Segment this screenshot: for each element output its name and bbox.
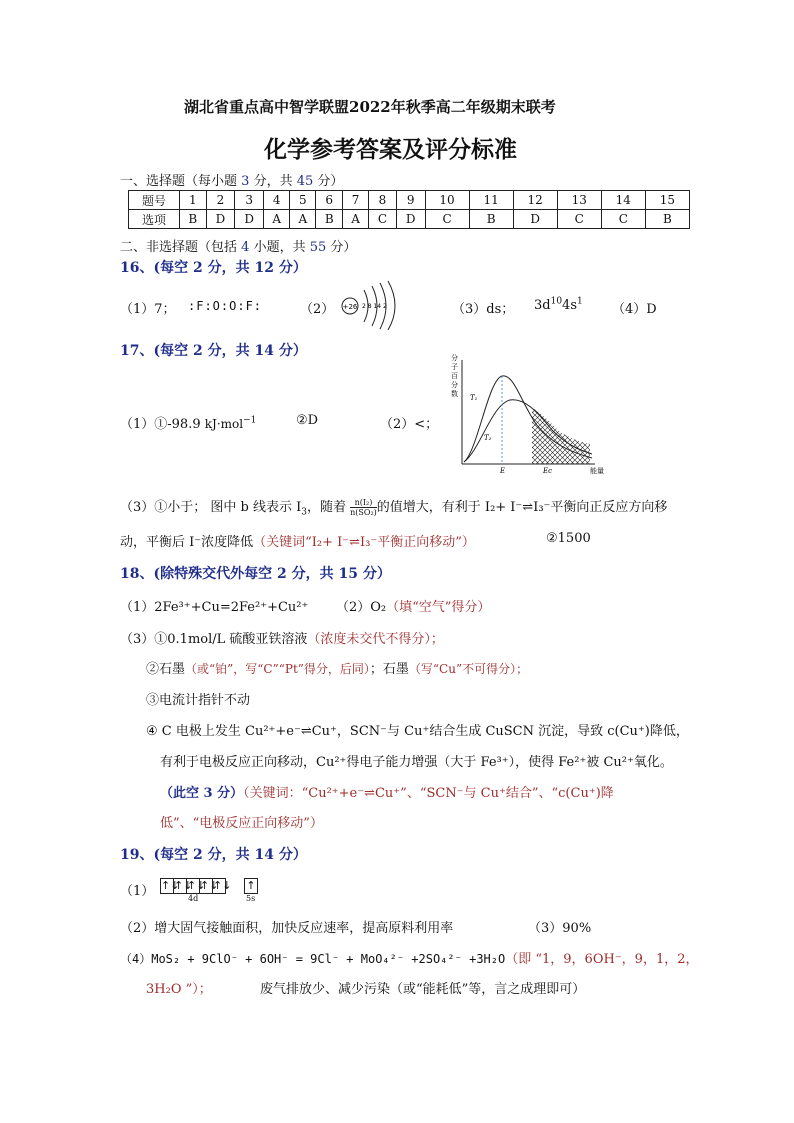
orbital-box: ↑↓ [200,879,219,892]
q16-answer-4: （4）D [612,302,657,317]
y-axis-char: 百 [451,372,458,380]
q18-answer-3d-line1: ④ C 电极上发生 Cu²⁺+e⁻⇌Cu⁺，SCN⁻与 Cu⁺结合生成 CuSCN 沉淀，导致 c(Cu⁺)降低， [146,724,689,739]
nucleus-label: +26 [342,303,358,311]
x-label-e: E [500,467,506,475]
table-cell: C [369,210,397,229]
q18-answer-3d-line3 [160,782,614,801]
q18-answer-3-note: （浓度未交代不得分）； [307,632,444,647]
y-axis-char: 分 [451,381,458,389]
q18-answer-1: （1）2Fe³⁺+Cu=2Fe²⁺+Cu²⁺ [120,600,309,615]
q17-answer-3-line2 [120,531,475,550]
part2-heading-suffix: 分） [330,240,357,255]
part2-heading [120,236,356,255]
table-cell: 11 [469,191,513,210]
q18-answer-2-text: （2）O₂ [336,600,387,615]
electron-config [534,298,583,313]
q17-answer-3-sub: 3 [301,507,307,518]
q18-heading: 18、(除特殊交代外每空 2 分，共 15 分） [120,566,391,582]
q17-answer-3-mid: ，随着 [307,500,347,515]
orbital-box: ↑ [244,878,258,894]
q19-answer-4b: 废气排放少、减少污染（或“能耗低”等，言之成理即可） [260,982,586,997]
table-cell: 4 [264,191,290,210]
q17-unit-sup: −1 [243,415,257,426]
part2-heading-prefix: 二、非选择题（包括 [120,240,238,255]
table-cell: B [645,210,689,229]
q17-answer-1 [120,413,256,432]
table-cell: 1 [180,191,207,210]
q18-answer-3d-line4: 低”、“电极反应正向移动”） [160,816,323,831]
x-axis-label: 能量 [590,467,604,475]
y-axis-char: 子 [451,363,458,371]
table-cell: 9 [396,191,425,210]
x-label-ec: Ec [543,467,553,475]
q19-equation-note: （即 “1，9，6OH⁻，9，1，2， [505,952,699,967]
q17-heading: 17、(每空 2 分，共 14 分） [120,343,307,359]
table-cell: B [180,210,207,229]
q17-answer-3b: ②1500 [546,531,591,546]
doc-title: 化学参考答案及评分标准 [264,137,517,163]
q18-answer-3c: ③电流计指针不动 [146,693,251,708]
table-cell: 5 [290,191,316,210]
table-cell: B [316,210,343,229]
table-cell: A [343,210,369,229]
table-cell: 10 [425,191,469,210]
q16-heading: 16、(每空 2 分，共 12 分） [120,260,307,276]
table-cell: C [557,210,601,229]
label-5s: 5s [246,894,256,903]
q16-answer-1: （1）7； [120,302,176,317]
q18-answer-2 [336,596,490,615]
table-cell: 12 [513,191,557,210]
q17-answer-1b: ②D [296,413,319,428]
q18-answer-3b-start: ②石墨 [146,662,186,677]
q18-answer-3b-mid: ；石墨 [369,662,409,677]
config-sup-2: 1 [577,296,583,307]
orbital-box: ↑↓ [161,879,180,892]
ratio-fraction [350,498,377,517]
fraction-numerator: n(I₂) [350,498,377,508]
q19-heading: 19、(每空 2 分，共 14 分） [120,847,307,863]
config-base: 3d [534,298,551,313]
q16-answer-3: （3）ds； [452,302,515,317]
q18-answer-2-note: （填“空气”得分） [386,600,491,615]
q17-answer-3-prefix: （3）①小于； 图中 b 线表示 I [120,500,302,515]
q17-answer-3 [120,496,667,517]
q17-unit: kJ·mol [204,417,244,431]
q17-answer-1-value: （1）①-98.9 [120,417,201,432]
table-cell: D [235,210,264,229]
config-sup-1: 10 [550,296,563,307]
answer-table [128,190,690,229]
part2-heading-total: 55 [309,240,327,255]
lewis-structure: :F:O:O:F: [188,299,263,313]
y-axis-label [451,353,458,398]
table-header-cell: 选项 [129,210,180,229]
q18-answer-3d-line2: 有利于电极反应正向移动，Cu²⁺得电子能力增强（大于 Fe³⁺），使得 Fe²⁺被 Cu²⁺氧化。 [160,755,673,770]
part2-heading-mid: 小题，共 [253,240,306,255]
t2-label: T₂ [484,434,492,442]
orbital-box: ↑↓ [213,879,232,892]
table-row-answers [129,210,690,229]
q18-points-note: （此空 3 分） [160,786,244,801]
part1-heading [120,170,343,189]
part1-heading-total: 45 [296,174,314,189]
q17-answer-3-tail: 的值增大，有利于 I₂+ I⁻⇌I₃⁻平衡向正反应方向移 [376,500,668,515]
orbital-box: ↑↓ [174,879,193,892]
q19-equation: （4）MoS₂ + 9ClO⁻ + 6OH⁻ = 9Cl⁻ + MoO₄²⁻ +2SO₄²⁻ +3H₂O [120,952,506,966]
config-mid: 4s [562,298,577,313]
q18-answer-3b-note2: （写“Cu”不可得分）； [408,662,529,676]
part1-heading-n: 3 [241,174,250,189]
table-cell: C [601,210,645,229]
part1-heading-mid: 分，共 [253,174,293,189]
q17-answer-2: （2）<； [380,417,439,432]
y-axis-char: 数 [451,390,458,398]
q19-answer-1: （1） [120,884,155,899]
shell-arc-4 [388,281,395,330]
t1-label: T₁ [470,394,478,402]
table-cell: 2 [206,191,235,210]
table-cell: 15 [645,191,689,210]
y-axis-char: 分 [451,354,458,362]
table-header-cell: 题号 [129,191,180,210]
table-cell: 8 [369,191,397,210]
q16-answer-2: （2） [300,302,335,317]
table-cell: 6 [316,191,343,210]
q18-answer-3b-note1: （或“铂”，写“C”“Pt”得分，后同） [185,662,370,676]
fraction-denominator: n(SO₂) [350,508,377,517]
q17-keyword-note: （关键词“I₂+ I⁻⇌I₃⁻平衡正向移动”） [253,535,475,550]
q18-answer-3 [120,628,444,647]
q19-answer-4 [120,948,699,967]
part1-heading-suffix: 分） [317,174,344,189]
table-cell: A [290,210,316,229]
table-cell: 3 [235,191,264,210]
q17-answer-3-line2-text: 动，平衡后 I⁻浓度降低 [120,535,254,550]
table-cell: 13 [557,191,601,210]
shell-electrons: 2 8 14 2 [362,303,387,310]
part1-heading-prefix: 一、选择题（每小题 [120,174,238,189]
table-cell: C [425,210,469,229]
table-row-numbers [129,191,690,210]
orbital-diagram-5s [244,874,257,894]
atom-structure-diagram [340,280,410,330]
table-cell: D [513,210,557,229]
energy-distribution-graph [440,350,620,480]
table-cell: B [469,210,513,229]
orbital-box: ↑↓ [187,879,206,892]
table-cell: A [264,210,290,229]
q18-keyword-note: （关键词：“Cu²⁺+e⁻⇌Cu⁺”、“SCN⁻与 Cu⁺结合”、“c(Cu⁺)降 [243,786,614,801]
label-4d: 4d [188,894,199,903]
table-cell: 14 [601,191,645,210]
part2-heading-n: 4 [241,240,250,255]
q19-answer-4-line2: 3H₂O ”）； [146,982,212,997]
table-cell: D [206,210,235,229]
orbital-diagram-4d [160,874,232,894]
exam-title: 湖北省重点高中智学联盟2022年秋季高二年级期末联考 [184,98,556,116]
q19-answer-3: （3）90% [528,921,592,936]
table-cell: D [396,210,425,229]
q19-answer-2: （2）增大固气接触面积，加快反应速率，提高原料利用率 [120,921,454,936]
q18-answer-3-text: （3）①0.1mol/L 硫酸亚铁溶液 [120,632,308,647]
q18-answer-3b [146,658,528,677]
table-cell: 7 [343,191,369,210]
